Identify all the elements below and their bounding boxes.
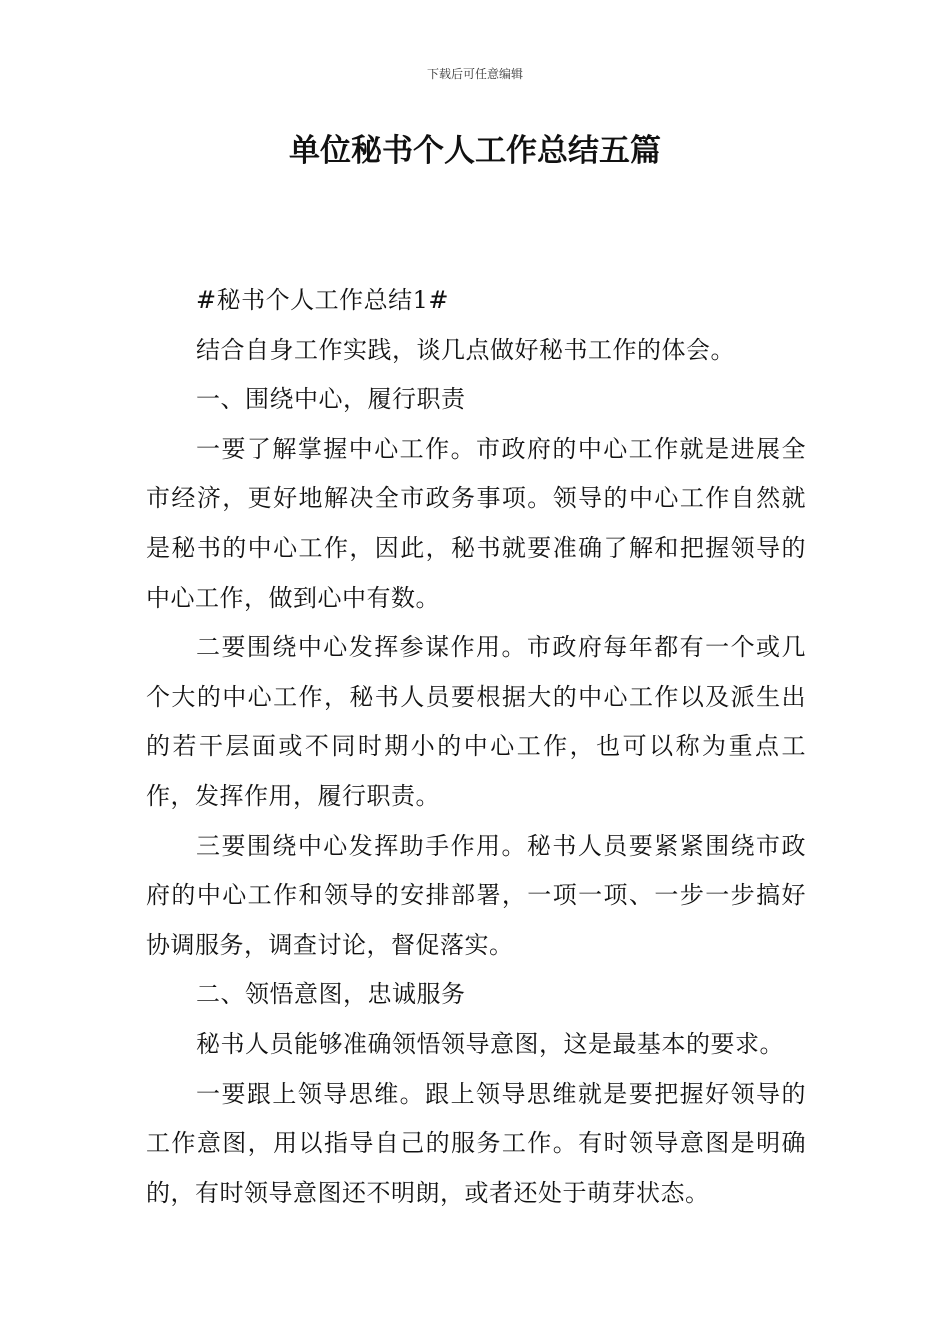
section-heading: 二、领悟意图，忠诚服务 — [196, 980, 466, 1009]
paragraph: 结合自身工作实践，谈几点做好秘书工作的体会。 — [196, 335, 735, 364]
section-heading: 一、围绕中心，履行职责 — [196, 385, 466, 414]
document-body — [146, 276, 806, 1218]
document-title: 单位秘书个人工作总结五篇 — [289, 133, 661, 169]
paragraph: 二要围绕中心发挥参谋作用。市政府每年都有一个或几个大的中心工作，秘书人员要根据大的中心工作以及派生出的若干层面或不同时期小的中心工作，也可以称为重点工作，发挥作用，履行职责。 — [146, 633, 806, 810]
paragraph: 一要跟上领导思维。跟上领导思维就是要把握好领导的工作意图，用以指导自己的服务工作。有时领导意图是明确的，有时领导意图还不明朗，或者还处于萌芽状态。 — [146, 1079, 806, 1207]
paragraph: 三要围绕中心发挥助手作用。秘书人员要紧紧围绕市政府的中心工作和领导的安排部署，一项一项、一步一步搞好协调服务，调查讨论，督促落实。 — [146, 831, 806, 959]
paragraph: 一要了解掌握中心工作。市政府的中心工作就是进展全市经济，更好地解决全市政务事项。领导的中心工作自然就是秘书的中心工作，因此，秘书就要准确了解和把握领导的中心工作，做到心中有数。 — [146, 434, 806, 612]
header-note: 下载后可任意编辑 — [426, 67, 523, 81]
section-heading: #秘书个人工作总结1# — [196, 286, 449, 314]
paragraph: 秘书人员能够准确领悟领导意图，这是最基本的要求。 — [196, 1029, 784, 1058]
